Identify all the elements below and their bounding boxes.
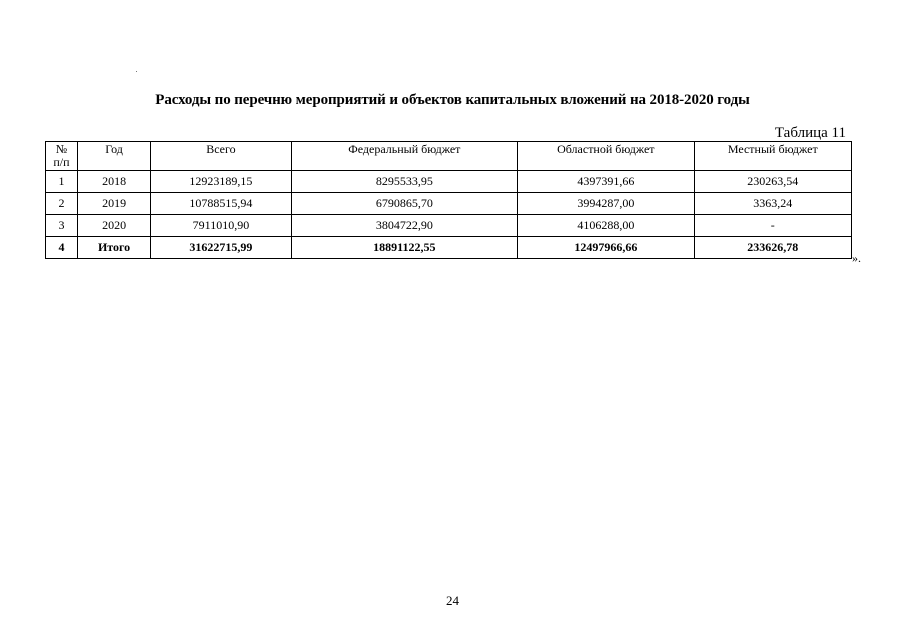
table-row — [46, 193, 852, 215]
cell-local: 233626,78 — [694, 237, 851, 259]
cell-local: - — [694, 215, 851, 237]
cell-regional: 3994287,00 — [518, 193, 695, 215]
header-regional: Областной бюджет — [518, 142, 695, 171]
cell-regional: 12497966,66 — [518, 237, 695, 259]
cell-num: 4 — [46, 237, 78, 259]
table-total-row — [46, 237, 852, 259]
header-federal: Федеральный бюджет — [291, 142, 517, 171]
table-row — [46, 215, 852, 237]
cell-federal: 6790865,70 — [291, 193, 517, 215]
document-title: Расходы по перечню мероприятий и объектов капитальных вложений на 2018-2020 годы — [155, 92, 750, 108]
cell-num: 3 — [46, 215, 78, 237]
cell-year: 2019 — [77, 193, 150, 215]
closing-quote-mark: ». — [852, 251, 861, 265]
header-num — [46, 142, 78, 171]
cell-total: 7911010,90 — [151, 215, 291, 237]
cell-num: 1 — [46, 171, 78, 193]
table-label: Таблица 11 — [774, 125, 846, 141]
header-total: Всего — [151, 142, 291, 171]
cell-num: 2 — [46, 193, 78, 215]
page-number: 24 — [446, 593, 459, 608]
cell-federal: 3804722,90 — [291, 215, 517, 237]
scan-speck — [136, 71, 137, 72]
cell-year: 2020 — [77, 215, 150, 237]
cell-regional: 4106288,00 — [518, 215, 695, 237]
header-num-line1: № — [55, 142, 68, 156]
header-num-line2: п/п — [53, 155, 70, 169]
cell-local: 3363,24 — [694, 193, 851, 215]
cell-total: 10788515,94 — [151, 193, 291, 215]
cell-local: 230263,54 — [694, 171, 851, 193]
header-year: Год — [77, 142, 150, 171]
cell-year: 2018 — [77, 171, 150, 193]
cell-total: 12923189,15 — [151, 171, 291, 193]
cell-federal: 8295533,95 — [291, 171, 517, 193]
header-local: Местный бюджет — [694, 142, 851, 171]
table-header-row — [46, 142, 852, 171]
expenses-table — [45, 141, 852, 259]
table-row — [46, 171, 852, 193]
cell-total: 31622715,99 — [151, 237, 291, 259]
cell-year: Итого — [77, 237, 150, 259]
cell-regional: 4397391,66 — [518, 171, 695, 193]
cell-federal: 18891122,55 — [291, 237, 517, 259]
